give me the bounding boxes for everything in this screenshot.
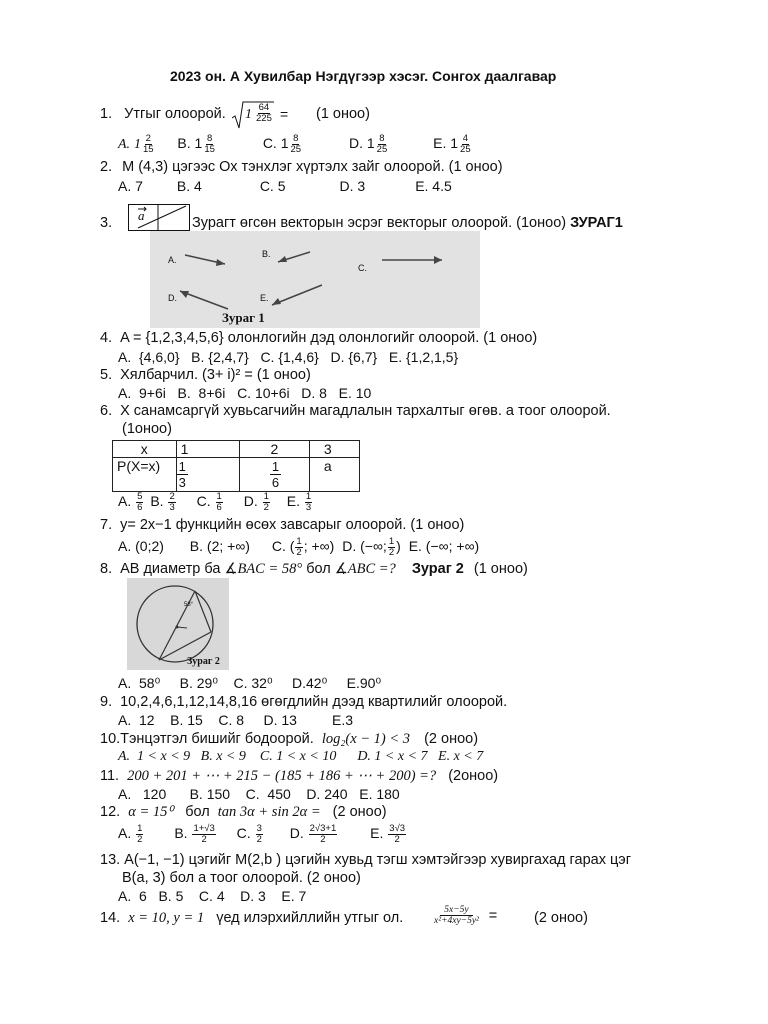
figure-2: 58° Зураг 2 xyxy=(127,578,229,670)
question-6: 6. X санамсаргүй хувьсагчийн магадлалын тархалтыг өгөв. a тоог олоорой. xyxy=(100,403,611,419)
page-title: 2023 он. А Хувилбар Нэгдүгээр хэсэг. Сонгох даалгавар xyxy=(170,68,557,84)
q12-options: A. $\frac{1}{2}$ B. $\frac{1+√3}{2}$ C. $\frac{3}{2}$ D. $\frac{2√3+1}{2}$ E. $\frac{3√3}{2}$ xyxy=(118,823,406,845)
question-3: Зурагт өгсөн векторын эсрэг векторыг олоорой. (1оноо) ЗУРАГ1 xyxy=(192,215,623,231)
q13-options: A. 6 B. 5 C. 4 D. 3 E. 7 xyxy=(118,888,307,904)
question-12: 12. α = 15⁰ бол tan 3α + sin 2α = (2 оноо) xyxy=(100,804,387,820)
question-9: 9. 10,2,4,6,1,12,14,8,16 өгөгдлийн дээд квартилийг олоорой. xyxy=(100,694,508,710)
question-number: 1. xyxy=(100,106,113,122)
question-14: 14. x = 10, y = 1 үед илэрхийллийн утгыг ол. xyxy=(100,910,404,926)
question-text: Утгыг олоорой. xyxy=(124,106,226,122)
vector-box: a xyxy=(128,204,190,235)
question-13: 13. A(−1, −1) цэгийг M(2,b ) цэгийн хувьд тэгш хэмтэйгээр хувиргахад гарах цэг xyxy=(100,852,631,868)
option-d: D. 1 $\frac{8}{25}$ xyxy=(348,133,388,155)
question-11: 11. 200 + 201 + ⋯ + 215 − (185 + 186 + ⋯ + 200) =? (2оноо) xyxy=(100,768,499,784)
option-c: C. 1 $\frac{8}{25}$ xyxy=(262,133,302,155)
q11-options: A. 120 B. 150 C. 450 D. 240 E. 180 xyxy=(118,786,400,802)
probability-table: x 1 2 3 P(X=x) $\frac{1}{3}$ $\frac{1}{6}$ a xyxy=(112,440,360,492)
q7-options: A. (0;2) B. (2; +∞) C. ( $\frac{1}{2}$ ; +∞) D. (−∞; $\frac{1}{2}$ ) E. (−∞; +∞) xyxy=(118,536,480,558)
q5-options: A. 9+6i B. 8+6i C. 10+6i D. 8 E. 10 xyxy=(118,385,372,401)
points-label: (2 оноо) xyxy=(534,910,588,926)
q14-fraction: $\frac{5x-5y}{\text{x²+4xy−5y²}}$ = xyxy=(434,905,498,926)
option-e: E. 1 $\frac{4}{25}$ xyxy=(433,133,471,155)
question-1 xyxy=(100,106,226,122)
question-2: 2. M (4,3) цэгээс Ох тэнхлэг хүртэлх зайг олоорой. (1 оноо) xyxy=(100,159,503,175)
figure-caption: Зураг 1 xyxy=(222,310,265,325)
figure-caption: Зураг 2 xyxy=(187,656,220,667)
question-10: 10.Тэнцэтгэл бишийг бодоорой. log₂(x − 1) < 3 (2 оноо) xyxy=(100,731,479,747)
question-8: 8. AB диаметр ба ∡BAC = 58° бол ∡ABC =? Зураг 2 (1 оноо) xyxy=(100,561,528,577)
q4-options: A. {4,6,0} B. {2,4,7} C. {1,4,6} D. {6,7} E. {1,2,1,5} xyxy=(118,349,459,365)
option-b: B. 1 $\frac{8}{15}$ xyxy=(177,133,215,155)
question-13-line2: B(a, 3) бол a тоог олоорой. (2 оноо) xyxy=(122,870,361,886)
question-5: 5. Хялбарчил. (3+ i)² = (1 оноо) xyxy=(100,367,311,383)
vectors-figure xyxy=(150,231,480,328)
q1-options xyxy=(118,134,473,155)
question-7: 7. y= 2x−1 функцийн өсөх завсарыг олоорой. (1 оноо) xyxy=(100,517,465,533)
figure-1: A. B. C. D. E. Зураг 1 xyxy=(150,231,480,328)
q8-options: A. 58⁰ B. 29⁰ C. 32⁰ D.42⁰ E.90⁰ xyxy=(118,675,382,691)
q9-options: A. 12 B. 15 C. 8 D. 13 E.3 xyxy=(118,712,353,728)
q2-options: A. 7 B. 4 C. 5 D. 3 E. 4.5 xyxy=(118,178,452,194)
option-a: A. 1 $\frac{2}{15}$ xyxy=(118,133,154,155)
q10-options: A. 1 < x < 9 B. x < 9 C. 1 < x < 10 D. 1 < x < 7 E. x < 7 xyxy=(118,749,484,764)
q6-options: A. $\frac{5}{6}$ B. $\frac{2}{3}$ C. $\frac{1}{6}$ D. $\frac{1}{2}$ E. $\frac{1}{3}$ xyxy=(118,491,312,513)
points-label: (1 оноо) xyxy=(316,106,370,122)
question-3-number: 3. xyxy=(100,215,113,231)
question-6-points: (1оноо) xyxy=(122,421,172,437)
question-4: 4. A = {1,2,3,4,5,6} олонлогийн дэд олонлогийг олоорой. (1 оноо) xyxy=(100,330,538,346)
